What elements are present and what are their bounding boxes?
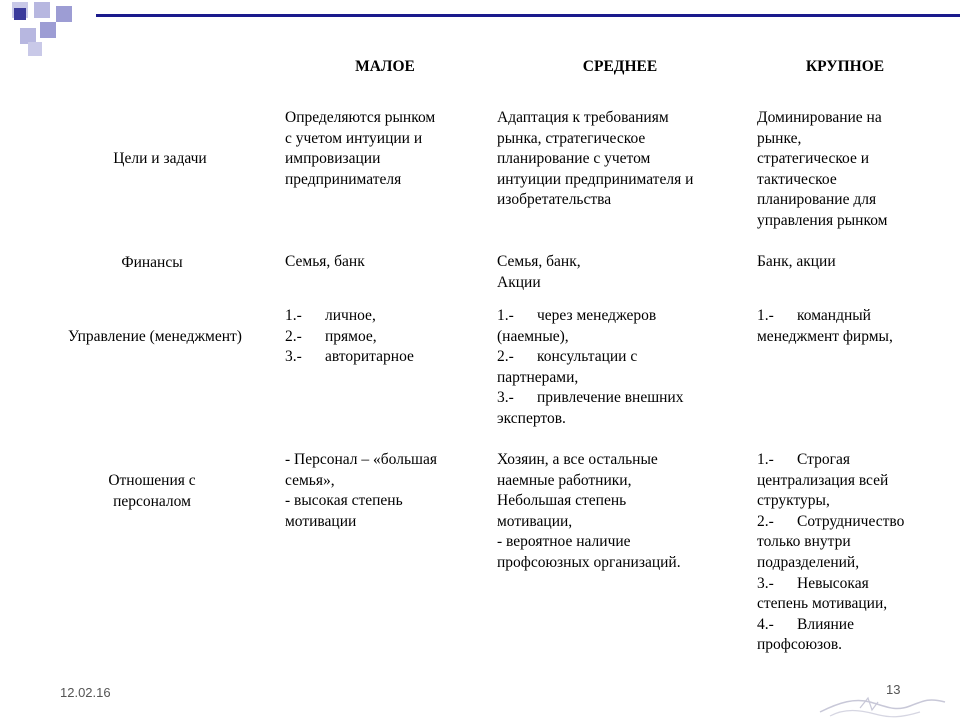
- list-text: привлечение внешних: [537, 389, 684, 407]
- signature-scribble-icon: [800, 672, 950, 720]
- text-line: тактическое: [757, 170, 837, 188]
- row-label-finance: Финансы: [121, 254, 183, 271]
- list-text: авторитарное: [325, 348, 414, 366]
- list-item: [497, 347, 747, 368]
- decor-square: [28, 42, 42, 56]
- text-line: профсоюзов.: [757, 636, 843, 654]
- list-number: 4.-: [757, 615, 774, 633]
- text-line: Банк, акции: [757, 253, 836, 270]
- list-number: 3.-: [497, 389, 514, 407]
- text-line: управления рынком: [757, 211, 888, 229]
- text-line: с учетом интуиции и: [285, 129, 423, 147]
- text-line: - Персонал – «большая: [285, 451, 437, 468]
- cell-management-large: [757, 306, 947, 347]
- list-text: Строгая: [797, 451, 850, 468]
- text-line: Семья, банк,: [497, 253, 581, 270]
- column-header-medium: СРЕДНЕЕ: [582, 58, 658, 75]
- cell-personnel-large: [757, 450, 952, 656]
- list-text: прямое,: [325, 327, 377, 345]
- text-line: мотивации,: [497, 512, 573, 530]
- text-line: импровизации: [285, 150, 381, 168]
- list-text: личное,: [325, 307, 376, 324]
- list-number: 2.-: [757, 512, 774, 530]
- text-line: Акции: [497, 273, 541, 291]
- decor-square: [40, 22, 56, 38]
- text-line: предпринимателя: [285, 170, 402, 188]
- cell-personnel-medium: [497, 450, 747, 574]
- slide-number: 13: [886, 682, 901, 697]
- text-line: планирование с учетом: [497, 150, 651, 168]
- text-line: Адаптация к требованиям: [497, 109, 669, 126]
- cell-finance-large: [757, 252, 947, 273]
- list-item: [497, 388, 747, 409]
- text-line: рынка, стратегическое: [497, 129, 646, 147]
- cell-management-small: [285, 306, 485, 368]
- text-line: интуиции предпринимателя и: [497, 170, 694, 188]
- text-line: партнерами,: [497, 368, 579, 386]
- list-number: 1.-: [757, 307, 774, 324]
- row-label-management: Управление (менеджмент): [68, 328, 242, 345]
- list-item: [285, 306, 485, 327]
- cell-finance-medium: [497, 252, 747, 293]
- text-line: Определяются рынком: [285, 109, 436, 126]
- decor-square: [14, 8, 26, 20]
- list-item: [497, 306, 747, 327]
- text-line: рынке,: [757, 129, 802, 147]
- list-item: [757, 512, 952, 533]
- text-line: персоналом: [113, 493, 191, 510]
- text-line: профсоюзных организаций.: [497, 553, 681, 571]
- list-number: 3.-: [285, 348, 302, 366]
- text-line: - вероятное наличие: [497, 533, 631, 551]
- text-line: структуры,: [757, 492, 830, 510]
- text-line: централизация всей: [757, 471, 889, 489]
- list-item: [757, 306, 947, 327]
- text-line: планирование для: [757, 191, 877, 209]
- list-number: 3.-: [757, 574, 774, 592]
- list-number: 2.-: [497, 348, 514, 366]
- list-number: 1.-: [757, 451, 774, 468]
- cell-personnel-small: [285, 450, 485, 532]
- slide-decoration: [0, 0, 960, 60]
- text-line: менеджмент фирмы,: [757, 327, 893, 345]
- text-line: только внутри: [757, 533, 851, 551]
- title-rule: [96, 14, 960, 17]
- list-item: [757, 615, 952, 636]
- slide-date: 12.02.16: [60, 685, 111, 700]
- list-text: командный: [797, 307, 871, 324]
- list-item: [757, 450, 952, 471]
- cell-goals-small: [285, 108, 485, 190]
- text-line: подразделений,: [757, 553, 860, 571]
- column-header-small: МАЛОЕ: [355, 58, 415, 75]
- text-line: экспертов.: [497, 409, 566, 427]
- text-line: Семья, банк: [285, 253, 365, 270]
- list-number: 1.-: [497, 307, 514, 324]
- text-line: - высокая степень: [285, 492, 403, 510]
- cell-management-medium: [497, 306, 747, 430]
- row-label-goals: Цели и задачи: [113, 150, 207, 167]
- column-header-large: КРУПНОЕ: [805, 58, 885, 75]
- list-text: Влияние: [797, 615, 854, 633]
- text-line: семья»,: [285, 471, 335, 489]
- cell-goals-large: [757, 108, 947, 232]
- list-item: [285, 327, 485, 348]
- text-line: мотивации: [285, 512, 357, 530]
- cell-finance-small: [285, 252, 485, 273]
- decor-square: [56, 6, 72, 22]
- row-label-personnel: [52, 470, 252, 512]
- list-number: 2.-: [285, 327, 302, 345]
- text-line: стратегическое и: [757, 150, 870, 168]
- list-text: консультации с: [537, 348, 638, 366]
- list-number: 1.-: [285, 307, 302, 324]
- text-line: изобретательства: [497, 191, 612, 209]
- text-line: Небольшая степень: [497, 492, 627, 510]
- decor-square: [34, 2, 50, 18]
- text-line: Хозяин, а все остальные: [497, 451, 658, 468]
- list-text: через менеджеров: [537, 307, 657, 324]
- cell-goals-medium: [497, 108, 747, 211]
- text-line: степень мотивации,: [757, 595, 888, 613]
- list-text: Сотрудничество: [797, 512, 905, 530]
- list-item: [285, 347, 485, 368]
- text-line: (наемные),: [497, 327, 569, 345]
- list-text: Невысокая: [797, 574, 869, 592]
- list-item: [757, 574, 952, 595]
- text-line: наемные работники,: [497, 471, 632, 489]
- text-line: Доминирование на: [757, 109, 882, 126]
- text-line: Отношения с: [108, 472, 196, 489]
